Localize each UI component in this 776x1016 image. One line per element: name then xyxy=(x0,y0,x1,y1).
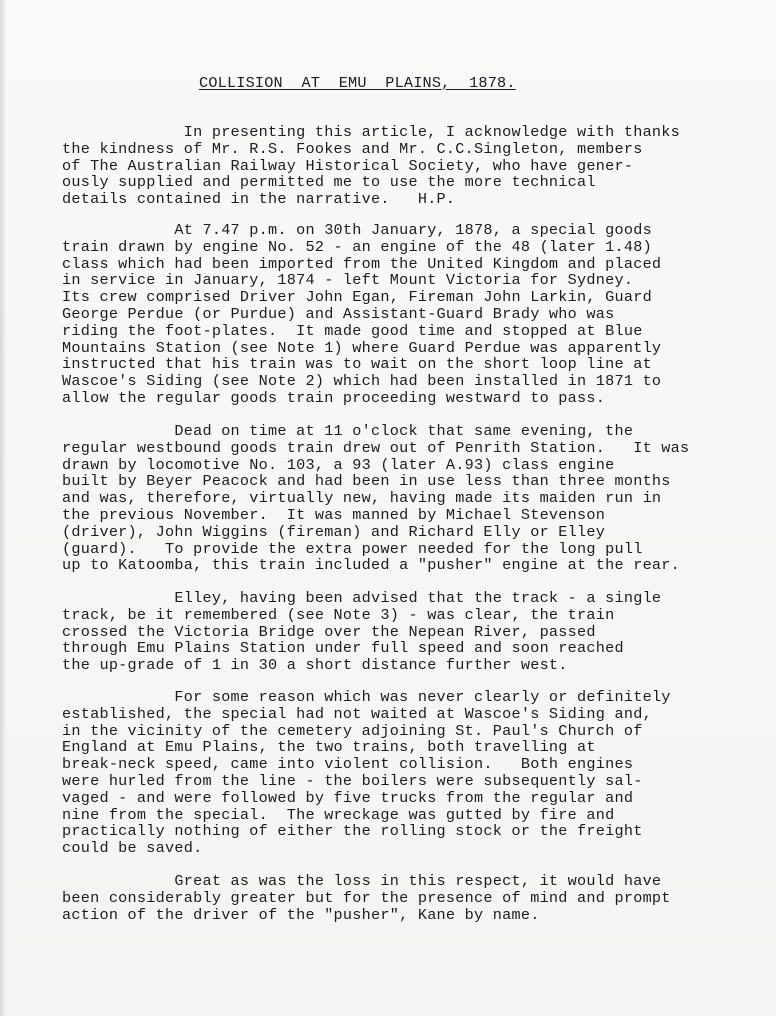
paragraph-track-clear xyxy=(62,590,762,674)
text-line: details contained in the narrative. H.P. xyxy=(62,190,456,209)
text-line: riding the foot-plates. It made good time and stopped at Blue xyxy=(62,321,643,340)
text-line: built by Beyer Peacock and had been in use less than three months xyxy=(62,472,671,491)
text-line: Its crew comprised Driver John Egan, Fireman John Larkin, Guard xyxy=(62,288,652,307)
text-line: practically nothing of either the rolling stock or the freight xyxy=(62,822,643,841)
text-line: up to Katoomba, this train included a "pusher" engine at the rear. xyxy=(62,556,681,575)
text-line: crossed the Victoria Bridge over the Nepean River, passed xyxy=(62,622,596,641)
text-line: nine from the special. The wreckage was gutted by fire and xyxy=(62,805,615,824)
text-line: in the vicinity of the cemetery adjoining St. Paul's Church of xyxy=(62,721,643,740)
text-line: Mountains Station (see Note 1) where Guard Perdue was apparently xyxy=(62,338,662,357)
paragraph-collision xyxy=(62,689,762,857)
text-line: break-neck speed, came into violent collision. Both engines xyxy=(62,755,634,774)
text-line: (driver), John Wiggins (fireman) and Richard Elly or Elley xyxy=(62,522,606,541)
text-line: of The Australian Railway Historical Society, who have gener- xyxy=(62,156,634,175)
text-line: ously supplied and permitted me to use the more technical xyxy=(62,173,596,192)
text-line: the up-grade of 1 in 30 a short distance further west. xyxy=(62,656,568,675)
text-line: (guard). To provide the extra power needed for the long pull xyxy=(62,539,643,558)
text-line: through Emu Plains Station under full speed and soon reached xyxy=(62,639,624,658)
text-line: Great as was the loss in this respect, it would have xyxy=(62,872,662,890)
page-edge-shadow xyxy=(0,0,6,1016)
text-line: in service in January, 1874 - left Mount Victoria for Sydney. xyxy=(62,271,634,290)
text-line: could be saved. xyxy=(62,839,203,858)
text-line: Dead on time at 11 o'clock that same evening, the xyxy=(62,422,634,440)
text-line: For some reason which was never clearly or definitely xyxy=(62,688,671,706)
text-line: In presenting this article, I acknowledge with thanks xyxy=(62,123,681,141)
text-line: Elley, having been advised that the track - a single xyxy=(62,589,662,607)
text-line: been considerably greater but for the presence of mind and prompt xyxy=(62,888,671,907)
paragraph-acknowledgement xyxy=(62,124,762,208)
text-line: track, be it remembered (see Note 3) - was clear, the train xyxy=(62,605,615,624)
text-line: drawn by locomotive No. 103, a 93 (later A.93) class engine xyxy=(62,455,615,474)
text-line: action of the driver of the "pusher", Kane by name. xyxy=(62,905,540,924)
paragraph-pusher-driver xyxy=(62,873,762,923)
text-line: the previous November. It was manned by Michael Stevenson xyxy=(62,505,606,524)
text-line: established, the special had not waited at Wascoe's Siding and, xyxy=(62,704,652,723)
text-line: George Perdue (or Purdue) and Assistant-Guard Brady who was xyxy=(62,304,615,323)
text-line: allow the regular goods train proceeding westward to pass. xyxy=(62,388,606,407)
text-line: were hurled from the line - the boilers were subsequently sal- xyxy=(62,771,643,790)
paragraph-westbound-goods-train xyxy=(62,423,762,574)
text-line: and was, therefore, virtually new, having made its maiden run in xyxy=(62,489,662,508)
text-line: regular westbound goods train drew out of Penrith Station. It was xyxy=(62,438,690,457)
text-line: Wascoe's Siding (see Note 2) which had been installed in 1871 to xyxy=(62,372,662,391)
paragraph-special-goods-train xyxy=(62,222,762,407)
document-title: COLLISION AT EMU PLAINS, 1878. xyxy=(199,74,516,92)
text-line: train drawn by engine No. 52 - an engine of the 48 (later 1.48) xyxy=(62,237,652,256)
text-line: the kindness of Mr. R.S. Fookes and Mr. C.C.Singleton, members xyxy=(62,139,643,158)
text-line: At 7.47 p.m. on 30th January, 1878, a special goods xyxy=(62,221,652,239)
text-line: instructed that his train was to wait on the short loop line at xyxy=(62,355,652,374)
text-line: vaged - and were followed by five trucks from the regular and xyxy=(62,788,634,807)
text-line: class which had been imported from the United Kingdom and placed xyxy=(62,254,662,273)
text-line: England at Emu Plains, the two trains, both travelling at xyxy=(62,738,596,757)
